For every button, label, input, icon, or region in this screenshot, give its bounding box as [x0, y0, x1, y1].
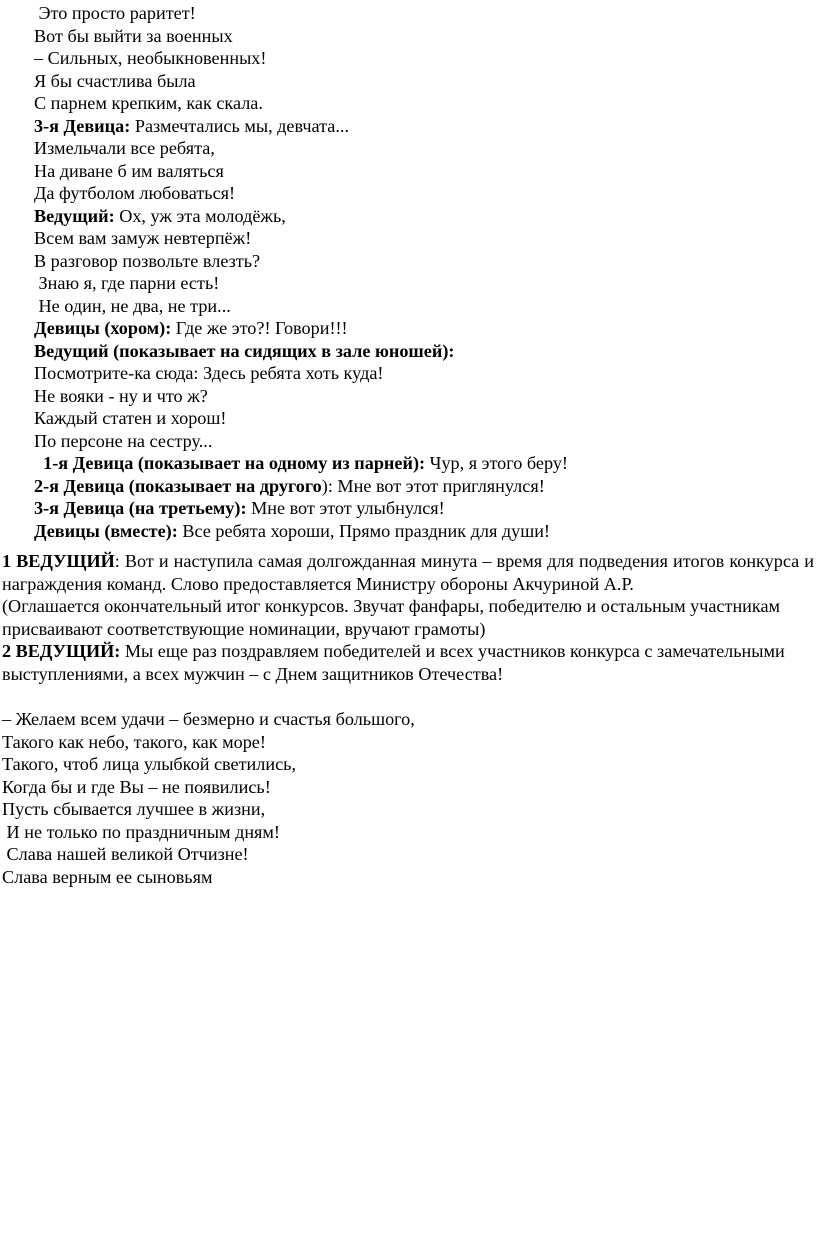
- verse-text: Каждый статен и хорош!: [34, 408, 227, 428]
- host1-text: : Вот и наступила самая долгожданная минута – время для подведения итогов конкурса и награждения команд. Слово предоставляется Министру обороны Акчуриной А.Р.: [2, 551, 814, 594]
- verse-line: [34, 430, 794, 453]
- verse-line: [34, 2, 794, 25]
- host1-paragraph: [2, 550, 814, 595]
- verse-text: Размечтались мы, девчата...: [130, 115, 350, 136]
- host1-speaker: 1 ВЕДУЩИЙ: [2, 551, 115, 571]
- verse-text: ): Мне вот этот приглянулся!: [321, 475, 545, 496]
- host2-paragraph: [2, 640, 814, 685]
- speaker-label: 1-я Девица (показывает на одному из парней):: [34, 453, 426, 473]
- closing-verse-line: Такого как небо, такого, как море!: [2, 731, 266, 752]
- verse-line: [34, 160, 794, 183]
- verse-text: Ох, уж эта молодёжь,: [114, 205, 286, 226]
- speaker-label: Ведущий (показывает на сидящих в зале юношей):: [34, 340, 455, 361]
- verse-text: Я бы счастлива была: [34, 70, 196, 91]
- verse-line: [34, 317, 794, 340]
- verse-text: С парнем крепким, как скала.: [34, 93, 263, 113]
- host2-text: Мы еще раз поздравляем победителей и всех участников конкурса с замечательными выступлениями, а всех мужчин – с Днем защитников Отечества!: [2, 641, 785, 684]
- verse-line: [34, 47, 794, 70]
- verse-text: Знаю я, где парни есть!: [34, 273, 220, 293]
- verse-text: Вот бы выйти за военных: [34, 25, 233, 46]
- verse-line: [34, 385, 794, 408]
- speaker-label: 3-я Девица:: [34, 115, 131, 136]
- verse-text: Измельчали все ребята,: [34, 138, 215, 158]
- verse-line: [34, 362, 794, 385]
- verse-line: [34, 227, 794, 250]
- verse-line: [34, 272, 794, 295]
- verse-text: Не один, не два, не три...: [34, 295, 231, 316]
- closing-verse-line: Слава нашей великой Отчизне!: [2, 844, 249, 864]
- verse-line: [34, 70, 794, 93]
- verse-line: [34, 25, 794, 48]
- verse-line: [34, 250, 794, 273]
- closing-verse-line: – Желаем всем удачи – безмерно и счастья большого,: [2, 709, 415, 729]
- dialogue-verse: [34, 2, 794, 542]
- verse-line: [34, 475, 794, 498]
- verse-line: [34, 205, 794, 228]
- verse-text: Да футболом любоваться!: [34, 183, 236, 203]
- closing-verse: [2, 708, 762, 888]
- verse-line: [34, 340, 794, 363]
- verse-text: – Сильных, необыкновенных!: [34, 48, 267, 68]
- host2-speaker: 2 ВЕДУЩИЙ:: [2, 641, 121, 661]
- verse-line: [34, 295, 794, 318]
- stage-direction: (Оглашается окончательный итог конкурсов. Звучат фанфары, победителю и остальным участникам присваивают соответствующие номинации, вручают грамоты): [2, 596, 781, 639]
- verse-text: По персоне на сестру...: [34, 430, 213, 451]
- verse-line: [34, 92, 794, 115]
- closing-verse-line: Пусть сбывается лучшее в жизни,: [2, 799, 266, 819]
- verse-text: В разговор позвольте влезть?: [34, 250, 261, 271]
- speaker-label: Девицы (вместе):: [34, 520, 178, 541]
- host-speeches: [2, 550, 814, 685]
- verse-text: Посмотрите-ка сюда: Здесь ребята хоть куда!: [34, 363, 384, 383]
- verse-text: Мне вот этот улыбнулся!: [246, 498, 445, 518]
- closing-verse-line: Слава верным ее сыновьям: [2, 866, 213, 887]
- speaker-label: 2-я Девица (показывает на другого: [34, 475, 322, 496]
- verse-text: Всем вам замуж невтерпёж!: [34, 228, 252, 248]
- closing-verse-line: Когда бы и где Вы – не появились!: [2, 776, 271, 797]
- speaker-label: Ведущий:: [34, 205, 115, 226]
- verse-text: Не вояки - ну и что ж?: [34, 385, 208, 406]
- verse-line: [34, 452, 794, 475]
- closing-verse-line: Такого, чтоб лица улыбкой светились,: [2, 754, 296, 774]
- verse-line: [34, 520, 794, 543]
- closing-verse-line: И не только по праздничным дням!: [2, 821, 280, 842]
- verse-text: На диване б им валяться: [34, 160, 224, 181]
- verse-line: [34, 407, 794, 430]
- speaker-label: 3-я Девица (на третьему):: [34, 498, 247, 518]
- verse-text: Чур, я этого беру!: [425, 453, 568, 473]
- verse-text: Все ребята хороши, Прямо праздник для души!: [177, 520, 550, 541]
- verse-line: [34, 182, 794, 205]
- verse-line: [34, 115, 794, 138]
- verse-text: Где же это?! Говори!!!: [171, 318, 348, 338]
- verse-text: Это просто раритет!: [34, 3, 196, 23]
- speaker-label: Девицы (хором):: [34, 318, 172, 338]
- verse-line: [34, 497, 794, 520]
- verse-line: [34, 137, 794, 160]
